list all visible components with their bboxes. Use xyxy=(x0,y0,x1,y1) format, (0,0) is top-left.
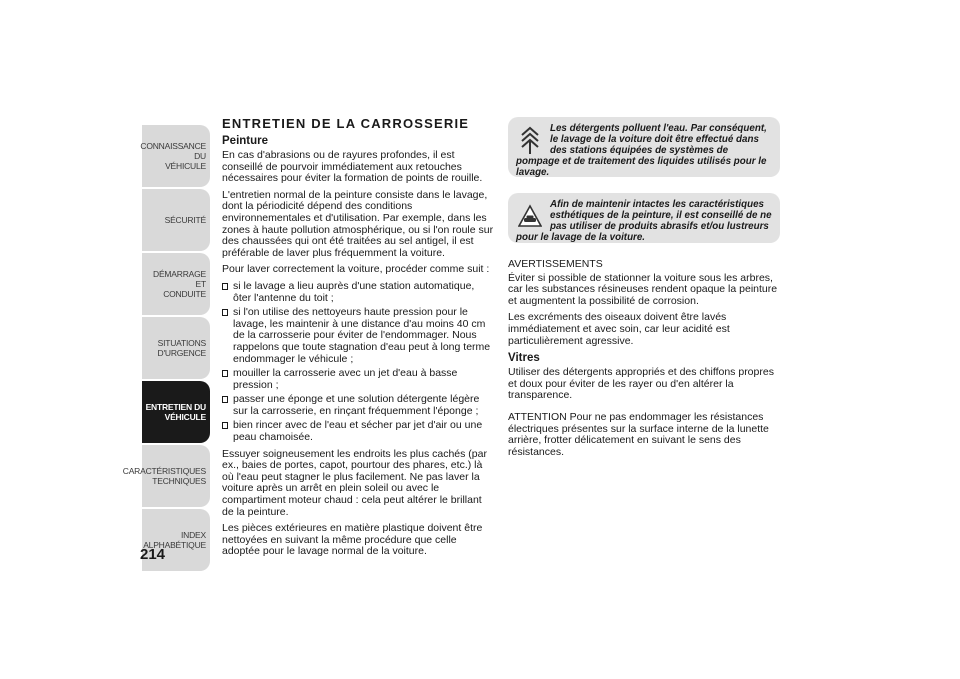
list-item-text: si l'on utilise des nettoyeurs haute pression pour le lavage, les maintenir à une distance d'au moins 40 cm de la carrosserie pour éviter de l'endommager. Nous rappelons que toute stagnation d'eau peut à long terme endommager le véhicule ; xyxy=(233,306,491,365)
list-item-text: mouiller la carrosserie avec un jet d'eau à basse pression ; xyxy=(233,367,458,391)
paint-care-note xyxy=(508,193,780,243)
sidebar-item-label: CONNAISSANCE DU VÉHICULE xyxy=(140,141,206,171)
chapter-sidebar xyxy=(122,125,210,573)
paragraph: En cas d'abrasions ou de rayures profondes, il est conseillé de pourvoir immédiatement aux retouches nécessaires pour éviter la formation de points de rouille. xyxy=(222,149,483,185)
sidebar-item-caracteristiques[interactable] xyxy=(122,445,210,507)
paragraph: Les excréments des oiseaux doivent être lavés immédiatement et avec soin, car leur acidité est particulièrement agressive. xyxy=(508,311,730,347)
sidebar-item-entretien[interactable] xyxy=(142,381,210,443)
list-item xyxy=(222,281,494,304)
list-item-text: passer une éponge et une solution détergente légère sur la carrosserie, en rinçant fréquemment l'éponge ; xyxy=(233,393,480,417)
paragraph: Pour laver correctement la voiture, procéder comme suit : xyxy=(222,263,490,276)
wash-steps-list xyxy=(222,281,494,444)
checkbox-bullet-icon xyxy=(222,309,228,316)
checkbox-bullet-icon xyxy=(222,370,228,377)
list-item-text: bien rincer avec de l'eau et sécher par jet d'air ou une peau chamoisée. xyxy=(233,419,483,444)
sidebar-item-label: SITUATIONS D'URGENCE xyxy=(157,338,206,358)
paragraph: Utiliser des détergents appropriés et des chiffons propres et doux pour éviter de les rayer ou d'en altérer la transparence. xyxy=(508,366,774,402)
car-warning-icon xyxy=(518,199,542,231)
left-column xyxy=(222,117,494,563)
sidebar-item-label: DÉMARRAGE ET CONDUITE xyxy=(153,269,206,299)
checkbox-bullet-icon xyxy=(222,422,228,429)
note-text: Afin de maintenir intactes les caractéristiques esthétiques de la peinture, il est conseillé de ne pas utiliser de produits abrasifs et/ou lustreurs pour le lavage de la voiture. xyxy=(516,199,772,243)
warnings-section xyxy=(508,259,780,458)
checkbox-bullet-icon xyxy=(222,283,228,290)
environment-icon xyxy=(518,123,542,155)
paragraph: ATTENTION Pour ne pas endommager les résistances électriques présentes sur la surface interne de la lunette arrière, frotter délicatement en suivant le sens des résistances. xyxy=(508,410,769,458)
subsection-title-vitres: Vitres xyxy=(508,352,540,365)
list-item xyxy=(222,394,494,417)
sidebar-item-label: INDEX ALPHABÉTIQUE xyxy=(143,530,206,550)
sidebar-item-situations[interactable] xyxy=(142,317,210,379)
sidebar-item-connaissance[interactable] xyxy=(142,125,210,187)
environment-note xyxy=(508,117,780,177)
paragraph: Les pièces extérieures en matière plastique doivent être nettoyées en suivant la même procédure que celle adoptée pour le lavage normal de la voiture. xyxy=(222,522,483,558)
paragraph: Essuyer soigneusement les endroits les plus cachés (par ex., baies de portes, capot, pourtour des phares, etc.) là où l'eau peut stagner le plus facilement. Ne pas laver la voiture après un arrêt en plein soleil ou avec le compartiment moteur chaud : cela peut altérer le brillant de la peinture. xyxy=(222,447,487,518)
sidebar-item-label: CARACTÉRISTIQUES TECHNIQUES xyxy=(122,466,206,486)
paragraph: Éviter si possible de stationner la voiture sous les arbres, car les substances résineuses rendent opaque la peinture et augmentent la possibilité de corrosion. xyxy=(508,271,778,307)
sidebar-item-label: SÉCURITÉ xyxy=(164,215,206,225)
list-item xyxy=(222,368,494,391)
right-column xyxy=(508,117,780,463)
subsection-title-peinture: Peinture xyxy=(222,135,269,147)
sidebar-item-demarrage[interactable] xyxy=(142,253,210,315)
paragraph: L'entretien normal de la peinture consiste dans le lavage, dont la périodicité dépend des conditions environnementales et d'utilisation. Par exemple, dans les zones à haute pollution atmosphérique, ou si l'on roule sur des chaussées qui ont été traitées au sel antigel, il est préférable de laver plus fréquemment la voiture. xyxy=(222,188,494,259)
sidebar-item-label: ENTRETIEN DU VÉHICULE xyxy=(145,402,206,422)
warnings-heading: AVERTISSEMENTS xyxy=(508,258,603,270)
sidebar-item-securite[interactable] xyxy=(142,189,210,251)
list-item xyxy=(222,420,494,443)
checkbox-bullet-icon xyxy=(222,396,228,403)
page-number: 214 xyxy=(140,546,166,563)
section-title: ENTRETIEN DE LA CARROSSERIE xyxy=(222,116,470,131)
list-item-text: si le lavage a lieu auprès d'une station automatique, ôter l'antenne du toit ; xyxy=(233,279,475,304)
list-item xyxy=(222,307,494,365)
note-text: Les détergents polluent l'eau. Par conséquent, le lavage de la voiture doit être effectué dans des stations équipées de systèmes de pompage et de traitement des liquides utilisés pour le lavage. xyxy=(516,123,767,178)
